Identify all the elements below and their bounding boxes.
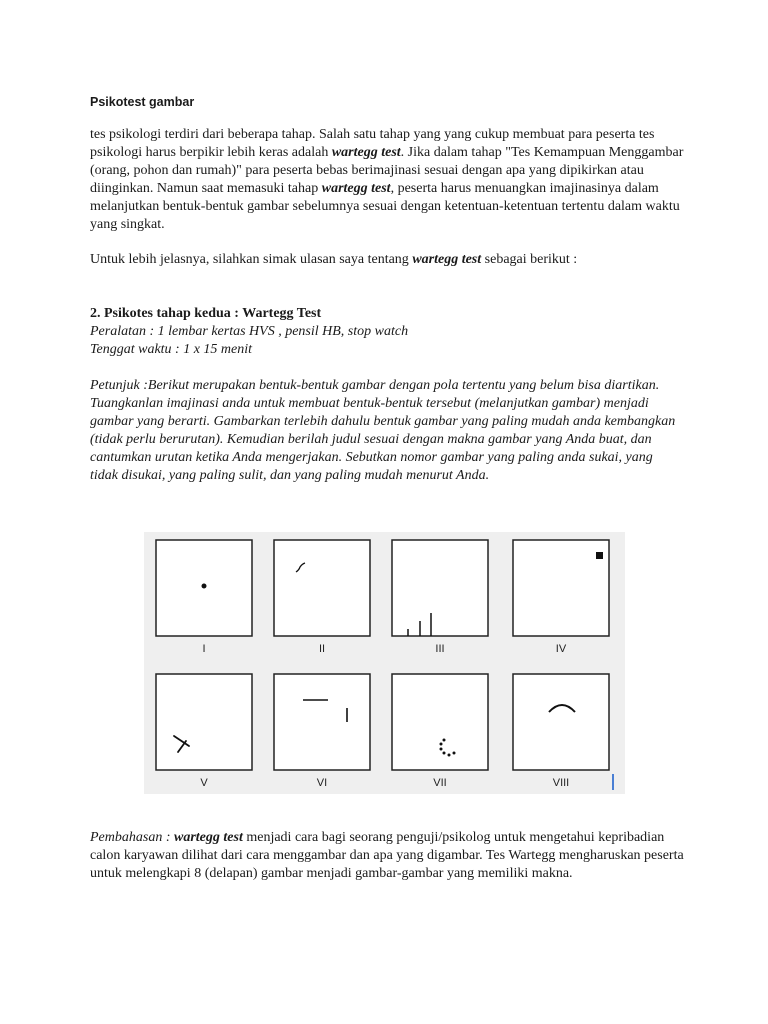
keyword-wartegg: wartegg test <box>321 181 391 196</box>
figure-label: IV <box>555 643 567 655</box>
intro-text-a: tes psikologi terdiri dari beberapa tahap. Salah satu tahap yang yang cukup membuat para peserta tes psikologi harus berpikir lebih keras adalah <box>90 127 655 160</box>
wartegg-box-3 <box>392 540 488 636</box>
figure-label: VI <box>316 777 328 789</box>
wartegg-box-5 <box>156 674 252 770</box>
keyword-wartegg: wartegg test <box>412 252 482 267</box>
intro-paragraph <box>90 126 690 234</box>
wartegg-figure <box>144 532 625 794</box>
time-limit-line: Tenggat waktu : 1 x 15 menit <box>90 342 253 357</box>
lead-paragraph <box>90 251 690 269</box>
wartegg-box-6 <box>274 674 370 770</box>
intro-text-b: . Jika dalam tahap "Tes Kemampuan Menggambar (orang, pohon dan rumah)" para peserta bebas berimajinasi sesuai dengan apa yang dipikirkan atau diinginkan. Namun saat memasuki tahap <box>90 145 684 196</box>
wartegg-box-7 <box>392 674 488 770</box>
figure-label: II <box>318 643 326 655</box>
stimulus-square <box>596 552 603 559</box>
keyword-wartegg: wartegg test <box>174 830 243 845</box>
tools-line: Peralatan : 1 lembar kertas HVS , pensil HB, stop watch <box>90 324 409 339</box>
figure-label: III <box>435 643 445 655</box>
wartegg-box-8 <box>513 674 609 770</box>
wartegg-figure-svg <box>144 532 625 794</box>
lead-text-a: Untuk lebih jelasnya, silahkan simak ulasan saya tentang <box>90 252 413 267</box>
figure-label: I <box>202 643 206 655</box>
figure-label: V <box>200 777 208 789</box>
discussion-lead: Pembahasan : <box>90 830 174 845</box>
lead-text-b: sebagai berikut : <box>481 252 578 267</box>
text-cursor-mark <box>612 774 614 790</box>
wartegg-box-4 <box>513 540 609 636</box>
instructions-paragraph: Petunjuk :Berikut merupakan bentuk-bentuk gambar dengan pola tertentu yang belum bisa diartikan. Tuangkanlan imajinasi anda untuk membuat bentuk-bentuk tersebut (melanjutkan gambar) menjadi gambar yang berarti. Gambarkan terlebih dahulu bentuk gambar yang paling mudah anda kembangkan (tidak perlu berurutan). Kemudian berilah judul sesuai dengan makna gambar yang Anda buat, dan cantumkan urutan ketika Anda mengerjakan. Sebutkan nomor gambar yang paling anda sukai, yang tidak disukai, yang paling sulit, dan yang paling mudah menurut Anda. <box>90 378 676 483</box>
section-title: 2. Psikotes tahap kedua : Wartegg Test <box>90 306 322 321</box>
wartegg-box-2 <box>274 540 370 636</box>
discussion-text: menjadi cara bagi seorang penguji/psikolog untuk mengetahui kepribadian calon karyawan dilihat dari cara menggambar dan apa yang digambar. Tes Wartegg mengharuskan peserta untuk melengkapi 8 (delapan) gambar menjadi gambar-gambar yang memiliki makna. <box>90 830 684 881</box>
figure-label: VII <box>433 777 447 789</box>
intro-text-c: , peserta harus menuangkan imajinasinya dalam melanjutkan bentuk-bentuk gambar sebelumnya sesuai dengan ketentuan-ketentuan tertentu dalam waktu yang singkat. <box>90 181 680 232</box>
stimulus-dot <box>202 584 207 589</box>
discussion-paragraph <box>90 829 690 883</box>
keyword-wartegg: wartegg test <box>331 145 401 160</box>
document-heading: Psikotest gambar <box>90 95 195 109</box>
figure-label: VIII <box>552 777 570 789</box>
